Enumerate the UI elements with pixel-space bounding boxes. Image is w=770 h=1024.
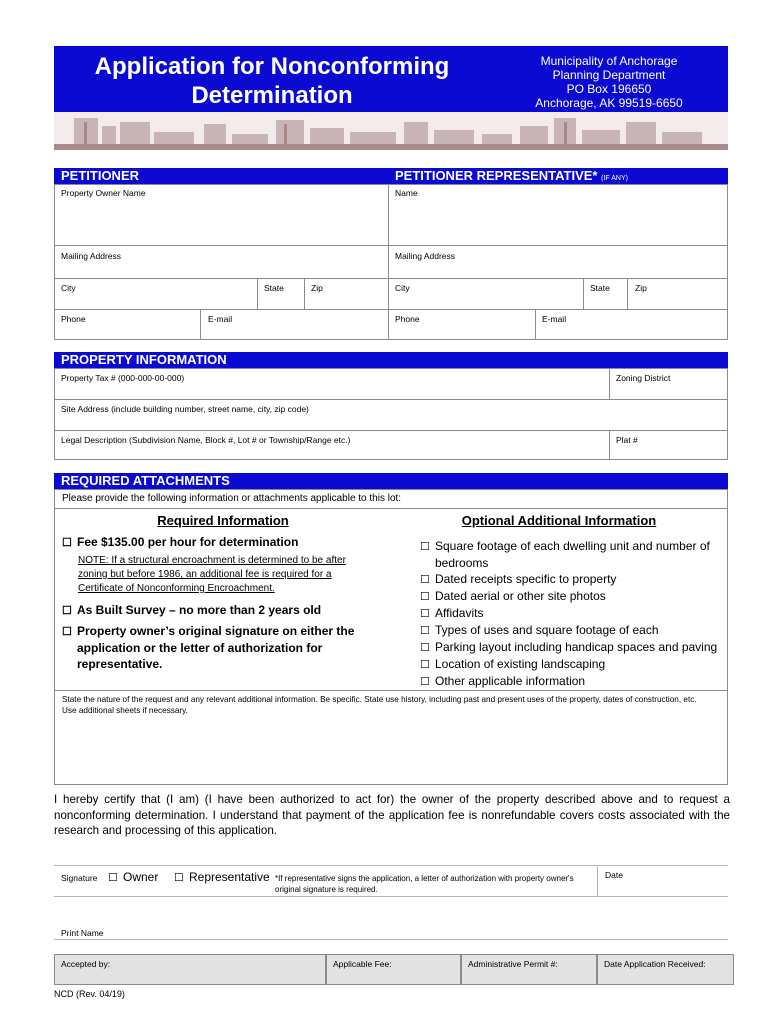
representative-phone-field[interactable]: Phone xyxy=(395,314,420,324)
representative-zip-field[interactable]: Zip xyxy=(635,283,647,293)
muni-line-4: Anchorage, AK 99519-6650 xyxy=(535,96,683,110)
municipality-address xyxy=(504,54,714,110)
signature-req-line-1: Property owner’s original signature on either the xyxy=(77,624,355,638)
opt-site-photos[interactable]: ☐ Dated aerial or other site photos xyxy=(420,589,606,603)
request-instructions xyxy=(62,694,722,716)
zoning-district-field[interactable]: Zoning District xyxy=(616,373,671,383)
petitioner-city-field[interactable]: City xyxy=(61,283,76,293)
property-heading: PROPERTY INFORMATION xyxy=(54,352,728,368)
optional-checklist xyxy=(420,538,717,690)
city-skyline-image xyxy=(54,112,728,150)
checkbox-icon[interactable]: ☐ xyxy=(420,625,430,637)
representative-email-field[interactable]: E-mail xyxy=(542,314,567,324)
form-revision: NCD (Rev. 04/19) xyxy=(54,989,125,999)
checkbox-icon[interactable]: ☐ xyxy=(420,591,430,603)
title-line-1: Application for Nonconforming xyxy=(94,53,450,80)
petitioner-zip-field[interactable]: Zip xyxy=(311,283,323,293)
representative-name-field[interactable]: Name xyxy=(395,188,418,198)
opt-parking-layout[interactable]: ☐ Parking layout including handicap spaces and paving xyxy=(420,640,718,654)
representative-state-field[interactable]: State xyxy=(590,283,610,293)
fee-checkbox-item[interactable] xyxy=(62,534,298,551)
opt-landscaping[interactable]: ☐ Location of existing landscaping xyxy=(420,657,606,671)
request-line-2: Use additional sheets if necessary. xyxy=(62,706,188,715)
checkbox-icon[interactable]: ☐ xyxy=(62,537,72,549)
signature-req-line-2: application or the letter of authorization for xyxy=(77,641,323,655)
checkbox-icon[interactable]: ☐ xyxy=(420,642,430,654)
opt-affidavits[interactable]: ☐ Affidavits xyxy=(420,606,484,620)
required-info-heading: Required Information xyxy=(157,513,289,528)
property-tax-field[interactable]: Property Tax # (000-000-00-000) xyxy=(61,373,185,383)
petitioner-heading: PETITIONER xyxy=(54,168,388,184)
date-received-field[interactable]: Date Application Received: xyxy=(597,954,734,985)
signature-req-line-3: representative. xyxy=(77,657,163,671)
attachments-intro: Please provide the following information or attachments applicable to this lot: xyxy=(62,493,402,504)
signature-field[interactable]: Signature xyxy=(61,873,98,883)
checkbox-icon[interactable]: ☐ xyxy=(420,541,430,553)
representative-heading-note: (IF ANY) xyxy=(601,175,628,182)
signature-checkbox-item[interactable] xyxy=(62,623,354,672)
legal-description-field[interactable]: Legal Description (Subdivision Name, Block #, Lot # or Township/Range etc.) xyxy=(61,435,351,445)
optional-info-heading: Optional Additional Information xyxy=(461,513,657,528)
representative-checkbox[interactable] xyxy=(174,870,270,884)
plat-number-field[interactable]: Plat # xyxy=(616,435,638,445)
owner-label: Owner xyxy=(123,870,159,884)
applicable-fee-field[interactable]: Applicable Fee: xyxy=(326,954,461,985)
print-name-field[interactable]: Print Name xyxy=(61,928,104,938)
request-line-1: State the nature of the request and any relevant additional information. Be specific. State use history, including past and present uses of the property, dates of construction, etc. xyxy=(62,695,697,704)
opt-types-of-uses[interactable]: ☐ Types of uses and square footage of each xyxy=(420,623,659,637)
opt-square-footage-line-2: bedrooms xyxy=(435,556,489,570)
note-line-2: zoning but before 1986, an additional fee is required for a xyxy=(78,569,332,580)
representative-heading: PETITIONER REPRESENTATIVE* (IF ANY) xyxy=(388,168,728,184)
checkbox-icon[interactable]: ☐ xyxy=(420,676,430,688)
owner-checkbox[interactable] xyxy=(108,870,158,884)
muni-line-1: Municipality of Anchorage xyxy=(540,54,678,68)
fee-label: Fee $135.00 per hour for determination xyxy=(77,535,299,549)
checkbox-icon[interactable]: ☐ xyxy=(420,659,430,671)
date-field[interactable]: Date xyxy=(605,870,623,880)
encroachment-note xyxy=(78,554,346,596)
muni-line-2: Planning Department xyxy=(552,68,666,82)
checkbox-icon[interactable]: ☐ xyxy=(174,872,184,884)
owner-name-field[interactable]: Property Owner Name xyxy=(61,188,146,198)
opt-dated-receipts[interactable]: ☐ Dated receipts specific to property xyxy=(420,572,617,586)
opt-other[interactable]: ☐ Other applicable information xyxy=(420,674,586,688)
checkbox-icon[interactable]: ☐ xyxy=(420,574,430,586)
attachments-heading: REQUIRED ATTACHMENTS xyxy=(54,473,728,489)
petitioner-phone-field[interactable]: Phone xyxy=(61,314,86,324)
opt-square-footage[interactable]: ☐ Square footage of each dwelling unit and number of xyxy=(420,539,710,553)
petitioner-mailing-field[interactable]: Mailing Address xyxy=(61,251,122,261)
survey-checkbox-item[interactable] xyxy=(62,602,321,619)
request-textarea[interactable] xyxy=(56,718,726,784)
accepted-by-field[interactable]: Accepted by: xyxy=(54,954,326,985)
checkbox-icon[interactable]: ☐ xyxy=(62,605,72,617)
petitioner-state-field[interactable]: State xyxy=(264,283,284,293)
petitioner-form-box xyxy=(54,184,728,340)
note-line-1: NOTE: If a structural encroachment is determined to be after xyxy=(78,555,346,566)
survey-label: As Built Survey – no more than 2 years old xyxy=(77,603,322,617)
certification-statement: I hereby certify that (I am) (I have been authorized to act for) the owner of the property described above and to request a nonconforming determination. I understand that payment of the application fee is nonrefundable covers costs associated with the research and processing of this application. xyxy=(54,793,730,837)
muni-line-3: PO Box 196650 xyxy=(566,82,652,96)
representative-mailing-field[interactable]: Mailing Address xyxy=(395,251,456,261)
petitioner-email-field[interactable]: E-mail xyxy=(208,314,233,324)
checkbox-icon[interactable]: ☐ xyxy=(420,608,430,620)
site-address-field[interactable]: Site Address (include building number, street name, city, zip code) xyxy=(61,404,309,414)
representative-signature-note: *If representative signs the application, a letter of authorization with property owner's original signature is required. xyxy=(275,874,574,894)
checkbox-icon[interactable]: ☐ xyxy=(62,626,72,638)
checkbox-icon[interactable]: ☐ xyxy=(108,872,118,884)
note-line-3: Certificate of Nonconforming Encroachment. xyxy=(78,583,275,594)
admin-permit-field[interactable]: Administrative Permit #: xyxy=(461,954,597,985)
page-title xyxy=(54,52,490,110)
representative-label: Representative xyxy=(189,870,270,884)
title-line-2: Determination xyxy=(191,82,353,109)
representative-city-field[interactable]: City xyxy=(395,283,410,293)
